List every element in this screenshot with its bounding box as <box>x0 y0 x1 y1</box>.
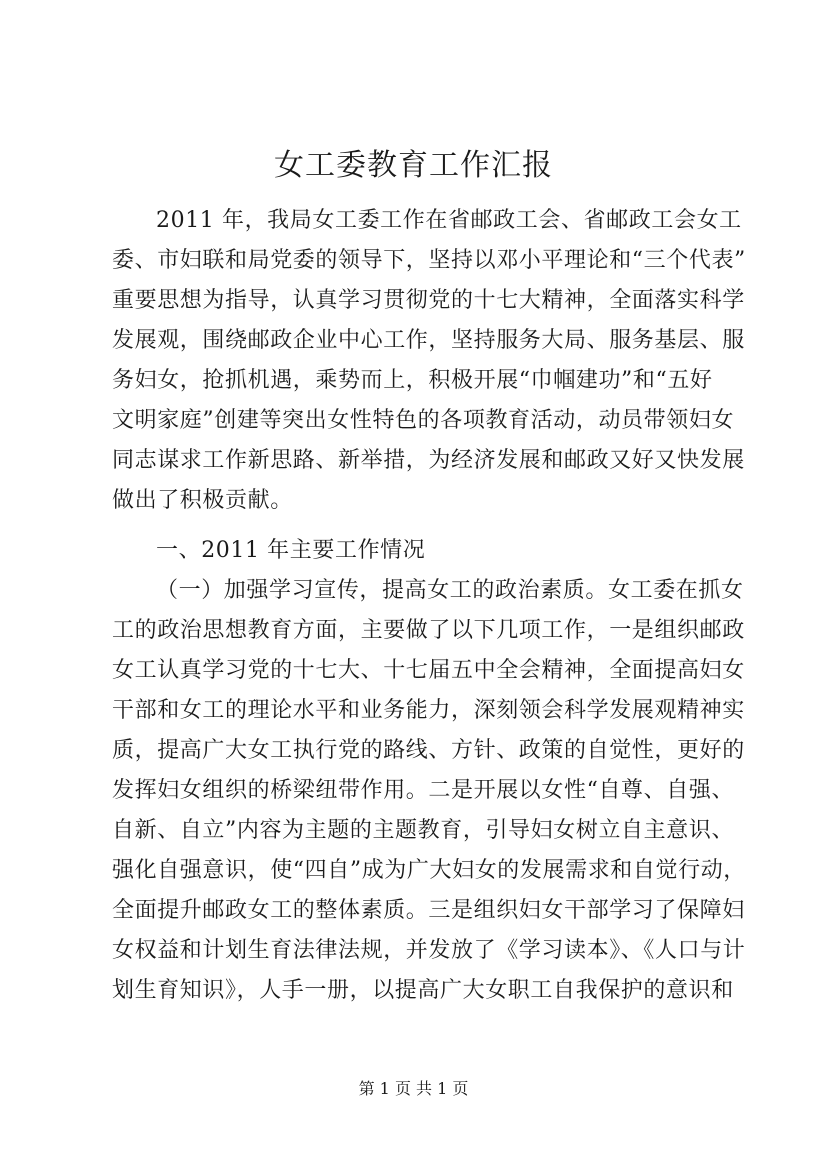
paragraph-line: 全面提升邮政女工的整体素质。三是组织妇女干部学习了保障妇 <box>112 898 745 923</box>
paragraph-line: 重要思想为指导，认真学习贯彻党的十七大精神，全面落实科学 <box>112 288 745 313</box>
page-footer: 第 1 页 共 1 页 <box>358 1079 469 1098</box>
paragraph-line: 女权益和计划生育法律法规，并发放了《学习读本》、《人口与计 <box>112 938 746 963</box>
document-title: 女工委教育工作汇报 <box>274 148 553 183</box>
paragraph-line: 发展观，围绕邮政企业中心工作，坚持服务大局、服务基层、服 <box>112 328 745 353</box>
paragraph-line: 工的政治思想教育方面，主要做了以下几项工作，一是组织邮政 <box>112 618 745 643</box>
paragraph-line: 强化自强意识，使“四自”成为广大妇女的发展需求和自觉行动， <box>112 858 746 883</box>
paragraph-line: 委、市妇联和局党委的领导下，坚持以邓小平理论和“三个代表” <box>112 248 746 273</box>
paragraph-line: 划生育知识》，人手一册，以提高广大女职工自我保护的意识和 <box>112 978 734 1003</box>
paragraph-line: 自新、自立”内容为主题的主题教育，引导妇女树立自主意识、 <box>112 818 735 843</box>
paragraph-line: （一）加强学习宣传，提高女工的政治素质。女工委在抓女 <box>156 578 744 603</box>
paragraph-line: 发挥妇女组织的桥梁纽带作用。二是开展以女性“自尊、自强、 <box>112 778 735 803</box>
section-heading: 一、2011 年主要工作情况 <box>156 538 426 563</box>
paragraph-line: 同志谋求工作新思路、新举措，为经济发展和邮政又好又快发展 <box>112 448 745 473</box>
paragraph-line: 干部和女工的理论水平和业务能力，深刻领会科学发展观精神实 <box>112 698 745 723</box>
paragraph-line: 务妇女，抢抓机遇，乘势而上，积极开展“巾帼建功”和“五好 <box>112 368 713 393</box>
paragraph-line: 质，提高广大女工执行党的路线、方针、政策的自觉性，更好的 <box>112 738 745 763</box>
paragraph-line: 做出了积极贡献。 <box>112 488 293 513</box>
paragraph-line: 2011 年，我局女工委工作在省邮政工会、省邮政工会女工 <box>156 208 742 233</box>
paragraph-line: 文明家庭”创建等突出女性特色的各项教育活动，动员带领妇女 <box>112 408 735 433</box>
paragraph-line: 女工认真学习党的十七大、十七届五中全会精神，全面提高妇女 <box>112 658 745 683</box>
